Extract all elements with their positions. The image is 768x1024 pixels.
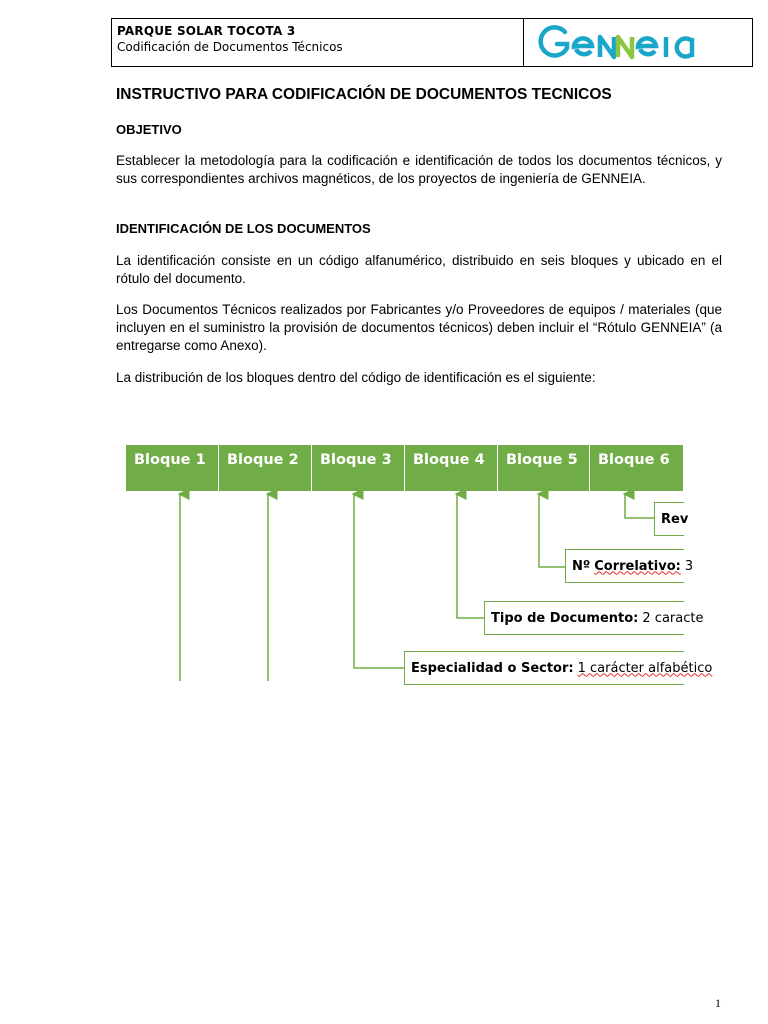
section-heading-identificacion: IDENTIFICACIÓN DE LOS DOCUMENTOS	[116, 221, 371, 236]
callout-tipo-documento	[484, 601, 704, 635]
arrow-block-5	[539, 494, 565, 567]
page-number: 1	[715, 996, 721, 1010]
code-block-3: Bloque 3	[312, 445, 405, 491]
code-block-6: Bloque 6	[590, 445, 683, 491]
paragraph-objetivo: Establecer la metodología para la codificación e identificación de todos los documentos técnicos, y sus correspondientes archivos magnéticos, de los proyectos de ingeniería de GENNEIA.	[116, 153, 722, 186]
callout-correlativo-label: Nº	[572, 558, 591, 574]
project-name: PARQUE SOLAR TOCOTA 3	[117, 24, 296, 38]
code-block-5: Bloque 5	[498, 445, 590, 491]
header-title-cell	[112, 19, 524, 66]
genneia-logo	[524, 19, 752, 66]
document-title: INSTRUCTIVO PARA CODIFICACIÓN DE DOCUMENTOS TECNICOS	[116, 86, 612, 103]
code-block-2: Bloque 2	[219, 445, 312, 491]
callout-especialidad-label: Especialidad o Sector:	[411, 660, 574, 676]
code-block-1: Bloque 1	[126, 445, 219, 491]
callout-especialidad	[404, 651, 713, 685]
paragraph-identificacion-3: La distribución de los bloques dentro del código de identificación es el siguiente:	[116, 370, 596, 385]
section-heading-objetivo: OBJETIVO	[116, 122, 182, 137]
header-subtitle: Codificación de Documentos Técnicos	[117, 40, 343, 54]
arrow-block-6	[625, 494, 654, 518]
document-header	[111, 18, 753, 67]
arrow-block-3	[354, 494, 404, 668]
callout-correlativo-value: 3	[684, 558, 694, 574]
code-block-4: Bloque 4	[405, 445, 498, 491]
callout-especialidad-value: 1 carácter alfabético	[577, 660, 713, 676]
callout-correlativo-word: Correlativo:	[594, 558, 681, 574]
callout-revision-label: Rev	[661, 511, 689, 527]
arrow-block-4	[457, 494, 484, 618]
genneia-logo-icon	[538, 23, 738, 63]
callout-revision	[654, 502, 689, 536]
paragraph-identificacion-1: La identificación consiste en un código alfanumérico, distribuido en seis bloques y ubicado en el rótulo del documento.	[116, 253, 722, 286]
paragraph-identificacion-2: Los Documentos Técnicos realizados por Fabricantes y/o Proveedores de equipos / materiales (que incluyen en el suministro la provisión de documentos técnicos) deben incluir el “Rótulo GENNEIA” (a entregarse como Anexo).	[116, 302, 722, 353]
callout-tipo-value: 2 caracte	[642, 610, 704, 626]
callout-correlativo	[565, 549, 694, 583]
callout-tipo-label: Tipo de Documento:	[491, 610, 639, 626]
